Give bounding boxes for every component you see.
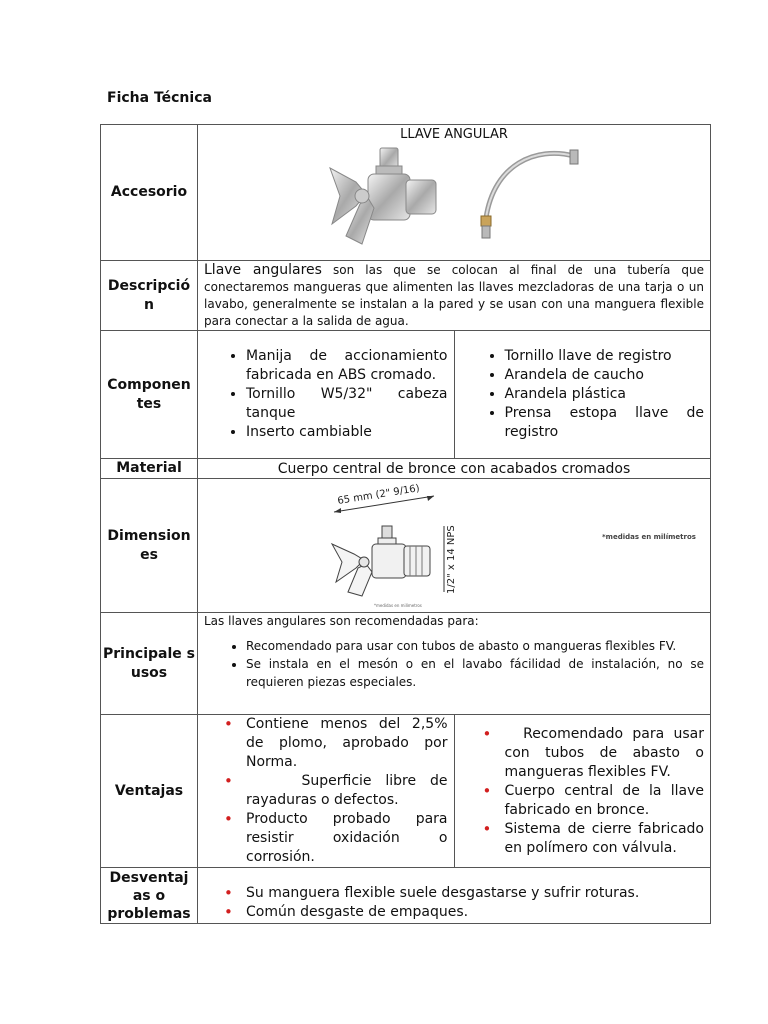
row-dimensiones [101, 479, 711, 613]
list-item: • Recomendado para usar con tubos de abasto o mangueras flexibles FV. [246, 637, 704, 655]
list-item: • Tornillo W5/32" cabeza tanque [246, 385, 448, 423]
list-item: • Común desgaste de empaques. [246, 903, 710, 922]
label-desventajas: Desventaj as o problemas [101, 868, 198, 924]
dimension-thread-label: 1/2" x 14 NPS [446, 525, 457, 594]
advantages-list-left [198, 715, 452, 867]
list-item: • Tornillo llave de registro [505, 347, 705, 366]
usos-content [198, 613, 711, 715]
row-material [101, 459, 711, 479]
list-item: • Recomendado para usar con tubos de abasto o mangueras flexibles FV. [505, 725, 705, 782]
description-lead: Llave angulares [204, 261, 322, 278]
list-item: • Prensa estopa llave de registro [505, 404, 705, 442]
desventajas-content [198, 868, 711, 924]
description-body: son las que se colocan al final de una tubería que conectaremos mangueras que alimenten las llaves mezcladoras de una tarja o un lavabo, generalmente se instalan a la pared y se usan con una manguera flexible para conectar a la salida de agua. [204, 262, 704, 328]
list-item: • Inserto cambiable [246, 423, 448, 442]
dimensiones-content [198, 479, 711, 613]
label-accesorio: Accesorio [101, 125, 198, 261]
flexible-hose-image [476, 146, 586, 246]
list-item: • Cuerpo central de la llave fabricado en bronce. [505, 782, 705, 820]
label-componentes: Componen tes [101, 331, 198, 459]
components-list-right [455, 347, 705, 442]
list-item: • Su manguera flexible suele desgastarse y sufrir roturas. [246, 884, 710, 903]
technical-sheet-table [100, 124, 711, 924]
row-descripcion [101, 261, 711, 331]
label-usos: Principale s usos [101, 613, 198, 715]
disadvantages-list [198, 884, 710, 922]
row-componentes [101, 331, 711, 459]
uses-intro: Las llaves angulares son recomendadas para: [204, 614, 479, 628]
list-item: • Producto probado para resistir oxidación o corrosión. [246, 810, 448, 867]
dimension-note: *medidas en milímetros [602, 533, 696, 541]
dimension-drawing [326, 482, 476, 610]
descripcion-content [198, 261, 711, 331]
advantages-list-right [455, 725, 709, 858]
label-ventajas: Ventajas [101, 715, 198, 868]
description-text [198, 262, 710, 330]
row-accesorio [101, 125, 711, 261]
componentes-right [454, 331, 711, 459]
row-desventajas [101, 868, 711, 924]
label-material: Material [101, 459, 198, 479]
list-item: • Arandela de caucho [505, 366, 705, 385]
label-descripcion: Descripció n [101, 261, 198, 331]
dimension-small-note: *medidas en milímetros [374, 603, 422, 608]
material-text: Cuerpo central de bronce con acabados cromados [198, 459, 711, 479]
list-item: • Superficie libre de rayaduras o defectos. [246, 772, 448, 810]
ventajas-right [454, 715, 711, 868]
componentes-left [198, 331, 455, 459]
list-item: • Contiene menos del 2,5% de plomo, aprobado por Norma. [246, 715, 448, 772]
components-list-left [198, 347, 448, 442]
row-ventajas [101, 715, 711, 868]
uses-list [198, 637, 710, 691]
label-dimensiones: Dimension es [101, 479, 198, 613]
row-usos [101, 613, 711, 715]
list-item: • Manija de accionamiento fabricada en ABS cromado. [246, 347, 448, 385]
accesorio-content [198, 125, 711, 261]
product-name: LLAVE ANGULAR [400, 127, 508, 142]
list-item: • Arandela plástica [505, 385, 705, 404]
dimension-length-label: 65 mm (2" 9/16) [336, 483, 421, 507]
list-item: • Se instala en el mesón o en el lavabo fácilidad de instalación, no se requieren piezas especiales. [246, 655, 704, 691]
list-item: • Sistema de cierre fabricado en polímero con válvula. [505, 820, 705, 858]
angle-valve-image [322, 144, 442, 249]
ventajas-left [198, 715, 455, 868]
document-title: Ficha Técnica [107, 90, 212, 106]
